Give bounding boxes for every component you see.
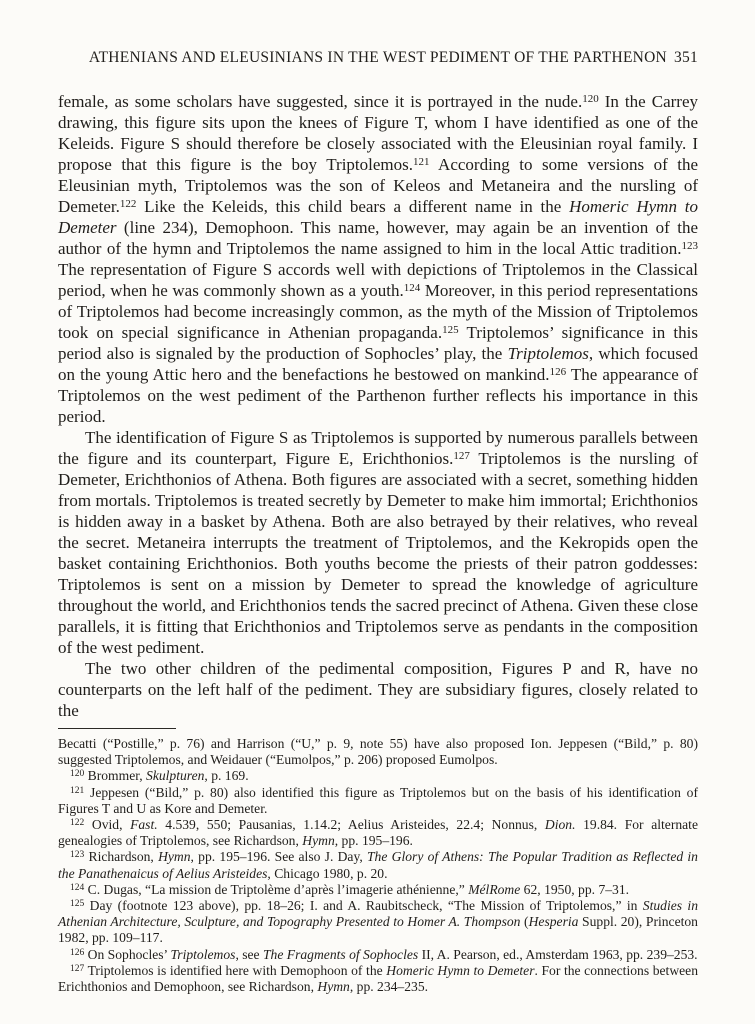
italic-run: Skulpturen xyxy=(146,768,205,784)
footnote-separator xyxy=(58,728,176,729)
italic-run: Dion. xyxy=(544,817,576,833)
text-run: 62, 1950, pp. 7–31. xyxy=(520,881,630,897)
footnote-number: 121 xyxy=(70,785,85,796)
paragraph xyxy=(58,427,698,658)
footnote-ref: 125 xyxy=(442,324,459,337)
italic-run: The Fragments of Sophocles xyxy=(263,946,419,962)
text-run: Becatti (“Postille,” p. 76) and Harrison (“U,” p. 9, note 55) have also proposed Ion. Jeppesen (“Bild,” p. 80) suggested Triptolemos, and Weidauer (“Eumolpos,” p. 206) proposed Eumolpos. xyxy=(58,736,698,768)
text-run: , pp. 234–235. xyxy=(349,979,429,995)
text-run: , pp. 195–196. xyxy=(334,833,413,849)
text-run: Moreover, in this period representations of Triptolemos had become increasingly common, as the myth of the Mission of Triptolemos took on special significance in Athenian propaganda. xyxy=(58,281,698,342)
text-run: Suppl. 20), Princeton 1982, pp. 109–117. xyxy=(58,914,698,946)
text-run: The two other children of the pedimental composition, Figures P and R, have no counterparts on the left half of the pediment. They are subsidiary figures, closely related to the xyxy=(58,659,698,720)
italic-run: Triptolemos xyxy=(170,946,236,962)
footnote-number: 124 xyxy=(70,882,85,893)
text-run: Like the Keleids, this child bears a different name in the xyxy=(136,197,570,216)
text-run: , pp. 195–196. See also J. Day, xyxy=(190,849,367,865)
text-run: The representation of Figure S accords well with depictions of Triptolemos in the Classical period, when he was commonly shown as a youth. xyxy=(58,260,698,300)
text-run: . For the connections between Erichthonios and Demophoon, see Richardson, xyxy=(58,962,699,995)
italic-run: Hymn xyxy=(317,979,350,995)
footnote-126 xyxy=(58,947,698,963)
footnote-number: 127 xyxy=(70,963,85,974)
text-run: The appearance of Triptolemos on the west pediment of the Parthenon further reflects his importance in this period. xyxy=(58,365,699,426)
text-run: ( xyxy=(520,914,529,930)
italic-run: Hesperia xyxy=(528,914,579,930)
text-run: Brommer, xyxy=(87,768,147,784)
text-run: C. Dugas, “La mission de Triptolème d’après l’imagerie athénienne,” xyxy=(87,881,469,897)
footnote-ref: 124 xyxy=(403,282,421,295)
footnote-ref: 123 xyxy=(681,240,698,253)
italic-run: Homeric Hymn to Demeter xyxy=(58,197,698,237)
footnotes-section xyxy=(58,736,698,995)
italic-run: Hymn xyxy=(158,849,191,865)
text-run: 19.84. For alternate genealogies of Triptolemos, see Richardson, xyxy=(58,817,698,849)
text-run: , which focused on the young Attic hero and the benefactions he bestowed on mankind. xyxy=(58,344,699,384)
text-run: Triptolemos is the nursling of Demeter, Erichthonios of Athena. Both figures are associated with a secret, something hidden from mortals. Triptolemos is treated secretly by Demeter to make him immortal; Erichthonios is hidden away in a basket by Athena. Both are also betrayed by their relatives, who reveal the secret. Metaneira interrupts the treatment of Triptolemos, and the Kekropids open the basket containing Erichthonios. Both youths become the priests of their patron goddesses: Triptolemos is sent on a mission by Demeter to spread the knowledge of agriculture throughout the world, and Erichthonios tends the sacred precinct of Athena. Given these close parallels, it is fitting that Erichthonios and Triptolemos serve as pendants in the composition of the west pediment. xyxy=(58,449,698,657)
italic-run: Fast. xyxy=(130,817,158,833)
footnote-continuation xyxy=(58,736,698,768)
page-number: 351 xyxy=(674,49,698,66)
text-run: In the Carrey drawing, this figure sits upon the knees of Figure T, whom I have identified as one of the Keleids. Figure S should therefore be closely associated with the Eleusinian royal family. I propose that this figure is the boy Triptolemos. xyxy=(58,92,698,174)
paragraph xyxy=(58,658,698,721)
text-run: The identification of Figure S as Triptolemos is supported by numerous parallels between the figure and its counterpart, Figure E, Erichthonios. xyxy=(58,428,698,468)
text-run: , Chicago 1980, p. 20. xyxy=(267,865,388,881)
footnote-number: 123 xyxy=(70,850,85,861)
footnote-ref: 122 xyxy=(119,198,137,211)
footnote-number: 120 xyxy=(70,769,85,780)
footnote-122 xyxy=(58,817,698,849)
footnote-ref: 121 xyxy=(413,156,430,169)
footnote-125 xyxy=(58,898,698,947)
running-head-title: ATHENIANS AND ELEUSINIANS IN THE WEST PEDIMENT OF THE PARTHENON xyxy=(88,49,667,66)
text-run: Day (footnote 123 above), pp. 18–26; I. and A. Raubitscheck, “The Mission of Triptolemos,” in xyxy=(89,898,643,914)
running-head xyxy=(58,49,698,67)
text-run: female, as some scholars have suggested, since it is portrayed in the nude. xyxy=(58,92,583,111)
paragraph xyxy=(58,91,698,427)
article-body xyxy=(58,91,698,721)
text-run: Triptolemos is identified here with Demophoon of the xyxy=(87,962,387,978)
text-run: Richardson, xyxy=(88,849,159,865)
footnote-120 xyxy=(58,768,698,784)
footnote-121 xyxy=(58,785,698,817)
footnote-number: 125 xyxy=(70,899,85,910)
footnote-number: 122 xyxy=(70,818,85,829)
text-run: According to some versions of the Eleusinian myth, Triptolemos was the son of Keleos and Metaneira and the nursling of Demeter. xyxy=(58,155,698,216)
text-run: Triptolemos’ significance in this period also is signaled by the production of Sophocles’ play, the xyxy=(58,323,698,363)
footnote-ref: 127 xyxy=(453,450,470,463)
italic-run: Studies in Athenian Architecture, Sculpture, and Topography Presented to Homer A. Thompson xyxy=(58,898,698,930)
text-run: (line 234), Demophoon. This name, however, may again be an invention of the author of the hymn and Triptolemos the name assigned to him in the local Attic tradition. xyxy=(58,218,698,258)
text-run: Ovid, xyxy=(91,817,131,833)
footnote-ref: 120 xyxy=(582,93,599,106)
text-run: Jeppesen (“Bild,” p. 80) also identified this figure as Triptolemos but on the basis of his identification of Figures T and U as Kore and Demeter. xyxy=(58,784,698,816)
italic-run: MélRome xyxy=(468,881,521,897)
italic-run: The Glory of Athens: The Popular Tradition as Reflected in the Panathenaicus of Aelius Aristeides xyxy=(58,849,698,881)
italic-run: Homeric Hymn to Demeter xyxy=(386,962,535,978)
italic-run: Hymn xyxy=(302,833,335,849)
footnote-127 xyxy=(58,963,698,995)
text-run: On Sophocles’ xyxy=(87,946,171,962)
footnote-ref: 126 xyxy=(549,366,567,379)
text-run: 4.539, 550; Pausanias, 1.14.2; Aelius Aristeides, 22.4; Nonnus, xyxy=(157,817,545,833)
italic-run: Triptolemos xyxy=(507,344,589,363)
text-run: II, A. Pearson, ed., Amsterdam 1963, pp. 239–253. xyxy=(418,946,698,962)
footnote-124 xyxy=(58,882,698,898)
footnote-123 xyxy=(58,849,698,881)
text-run: , p. 169. xyxy=(204,768,249,784)
footnote-number: 126 xyxy=(70,947,85,958)
text-block xyxy=(58,49,698,995)
text-run: , see xyxy=(235,946,263,962)
